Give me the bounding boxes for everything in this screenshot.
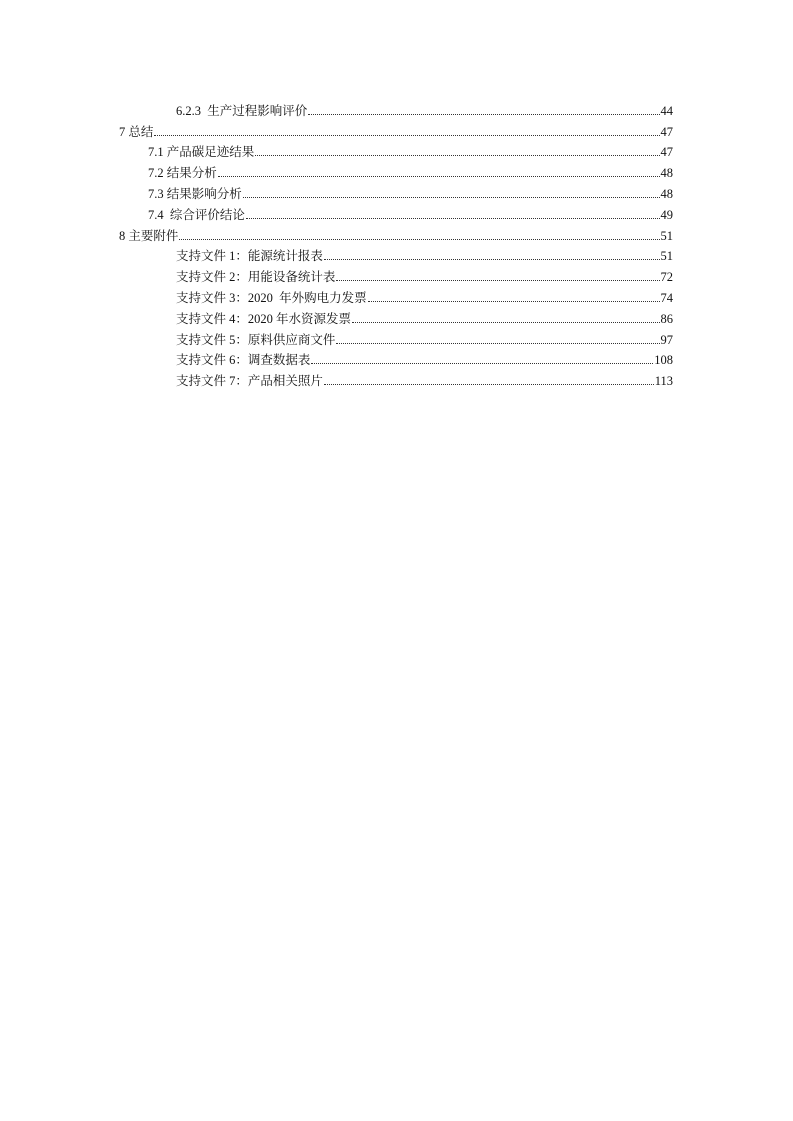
toc-page-number: 74 [660,290,673,305]
toc-entry-content [0,125,673,139]
toc-entry-content [0,104,673,118]
toc-entry-title: 7.2 结果分析 [148,166,217,181]
toc-entry-content [0,353,673,367]
table-of-contents [0,97,793,388]
toc-page-number: 49 [660,207,673,222]
toc-entry[interactable] [0,180,793,201]
toc-entry-title: 支持文件 3：2020 年外购电力发票 [176,290,367,305]
toc-entry[interactable] [0,347,793,368]
toc-entry-title: 支持文件 6：调查数据表 [176,353,311,368]
toc-entry[interactable] [0,139,793,160]
toc-entry[interactable] [0,263,793,284]
toc-entry-title: 支持文件 1：能源统计报表 [176,249,323,264]
toc-page-number: 48 [660,166,673,181]
toc-entry[interactable] [0,97,793,118]
toc-entry-content [0,166,673,180]
toc-page-number: 72 [660,270,673,285]
toc-entry[interactable] [0,284,793,305]
toc-entry-title: 7.1 产品碳足迹结果 [148,145,255,160]
toc-page-number: 47 [660,124,673,139]
toc-entry[interactable] [0,118,793,139]
toc-entry-title: 7.3 结果影响分析 [148,186,242,201]
toc-entry[interactable] [0,222,793,243]
toc-entry-title: 支持文件 4：2020 年水资源发票 [176,311,352,326]
toc-entry-content [0,291,673,305]
toc-entry[interactable] [0,326,793,347]
toc-entry[interactable] [0,201,793,222]
toc-page-number: 51 [660,228,673,243]
toc-entry[interactable] [0,243,793,264]
dot-leader [336,343,659,344]
toc-entry-content [0,374,673,388]
toc-entry-title: 6.2.3 生产过程影响评价 [176,103,308,118]
toc-entry-title: 支持文件 2：用能设备统计表 [176,270,336,285]
toc-entry-content [0,333,673,347]
dot-leader [311,363,653,364]
dot-leader [154,135,659,136]
toc-entry[interactable] [0,367,793,388]
toc-page-number: 47 [660,145,673,160]
toc-entry-title: 7 总结 [119,124,154,139]
toc-entry[interactable] [0,159,793,180]
toc-page-number: 44 [660,103,673,118]
toc-entry-title: 支持文件 5：原料供应商文件 [176,332,336,347]
toc-page-number: 97 [660,332,673,347]
toc-page-number: 108 [654,353,673,368]
dot-leader [255,155,659,156]
dot-leader [336,280,659,281]
dot-leader [218,176,660,177]
toc-entry-content [0,270,673,284]
toc-entry-content [0,208,673,222]
toc-entry-content [0,145,673,159]
dot-leader [308,114,659,115]
toc-page-number: 86 [660,311,673,326]
toc-entry-title: 8 主要附件 [119,228,179,243]
toc-page-number: 48 [660,186,673,201]
dot-leader [352,322,659,323]
toc-entry-title: 7.4 综合评价结论 [148,207,245,222]
dot-leader [368,301,660,302]
toc-page-number: 51 [660,249,673,264]
dot-leader [324,259,660,260]
toc-entry-title: 支持文件 7：产品相关照片 [176,374,323,389]
toc-entry-content [0,312,673,326]
dot-leader [246,218,660,219]
dot-leader [243,197,660,198]
dot-leader [179,239,659,240]
toc-entry[interactable] [0,305,793,326]
toc-entry-content [0,229,673,243]
toc-entry-content [0,249,673,263]
toc-entry-content [0,187,673,201]
dot-leader [324,384,654,385]
toc-page-number: 113 [654,374,673,389]
